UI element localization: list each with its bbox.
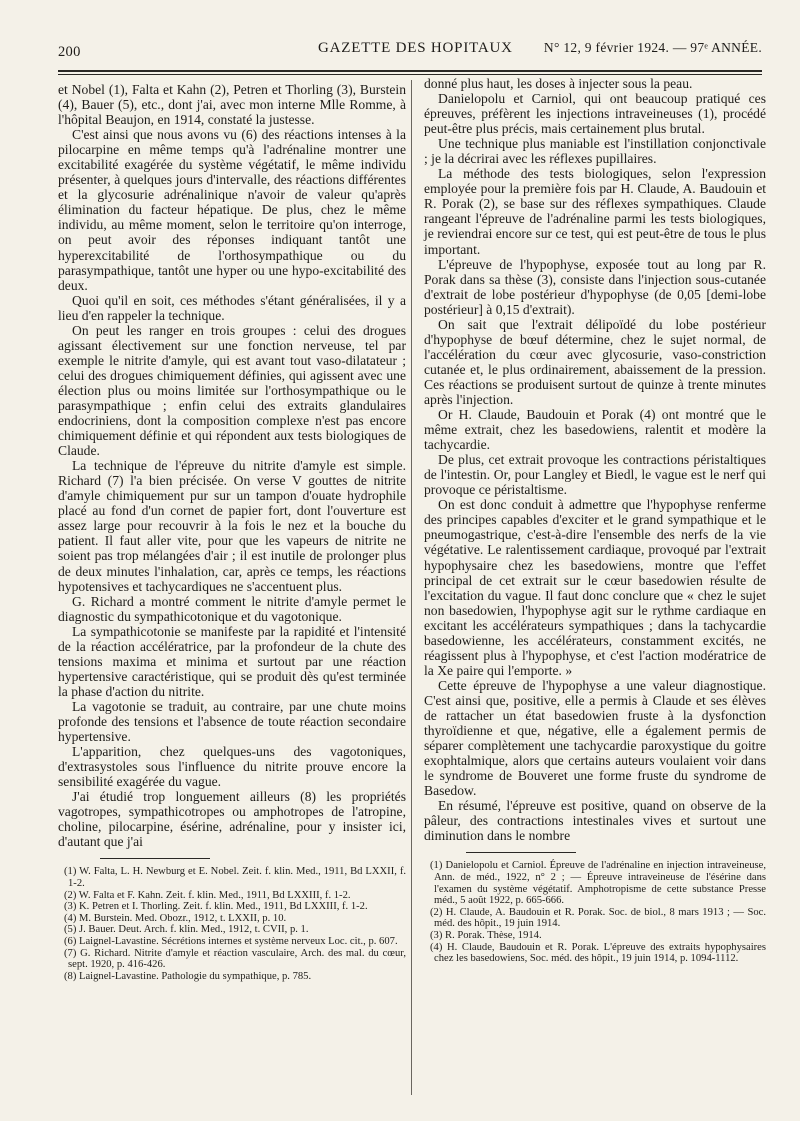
footnote-rule	[466, 852, 576, 853]
body-paragraph: La sympathicotonie se manifeste par la rapidité et l'intensité de la réaction accélératrice, par la profondeur de la chute des tensions maxima et minima et surtout par une réaction hypertensive caractéristique, qui se produit dès qu'est terminée la phase d'action du nitrite.	[58, 623, 406, 699]
right-column	[424, 76, 766, 965]
header-rule-thick	[58, 70, 762, 72]
body-paragraph: Quoi qu'il en soit, ces méthodes s'étant généralisées, il y a lieu d'en rappeler la technique.	[58, 292, 406, 323]
issue-info: N° 12, 9 février 1924. — 97ᵉ ANNÉE.	[543, 40, 762, 55]
body-paragraph: C'est ainsi que nous avons vu (6) des réactions intenses à la pilocarpine en même temps qu'à l'adrénaline montrer une excitabilité exagérée du système végétatif, le même individu présenter, à quelques jours d'intervalle, des réactions différentes et la glycosurie adrénalinique n'avoir de valeur qu'après élimination du facteur hépatique. De plus, chez le même individu, au même moment, selon le territoire qu'on interroge, on peut avoir des réponses indiquant tantôt une hyperexcitabilité de l'orthosympathique ou du parasympathique, tantôt une hyper ou une hypo-excitabilité des deux.	[58, 127, 406, 293]
body-paragraph: On peut les ranger en trois groupes : celui des drogues agissant électivement sur une fonction nerveuse, tel par exemple le nitrite d'amyle, qui est avant tout vaso-dilatateur ; celui des drogues chimiquement définies, qui agissent avec une élection plus ou moins limitée sur l'orthosympathique ou le parasympathique ; enfin celui des extraits glandulaires endocriniens, dont la composition complexe n'est pas encore chimiquement définie et qui répondent aux tests biologiques de Claude.	[58, 322, 406, 459]
body-paragraph: De plus, cet extrait provoque les contractions péristaltiques de l'intestin. Or, pour Langley et Biedl, le vague est le nerf qui provoque ce péristaltisme.	[424, 452, 766, 498]
body-paragraph: L'apparition, chez quelques-uns des vagotoniques, d'extrasystoles sous l'influence du nitrite prouve encore la sensibilité exagérée du vague.	[58, 744, 406, 790]
body-paragraph: Cette épreuve de l'hypophyse a une valeur diagnostique. C'est ainsi que, positive, elle a permis à Claude et ses élèves de rattacher un état basedowien fruste à la dysfonction thyroïdienne et que, négative, elle a également permis de séparer complètement une tachycardie paroxystique du goitre exophtalmique, alors que certains auteurs voulaient voir dans le syndrome de Bouveret une forme fruste du syndrome de Basedow.	[424, 677, 766, 799]
footnote: (3) K. Petren et I. Thorling. Zeit. f. klin. Med., 1911, Bd LXXIII, f. 1-2.	[64, 901, 368, 913]
body-paragraph: Danielopolu et Carniol, qui ont beaucoup pratiqué ces épreuves, préfèrent les injections intraveineuses (1), procédé peut-être plus précis, mais certainement plus brutal.	[424, 91, 766, 137]
footnote-rule	[100, 858, 210, 859]
column-divider	[411, 80, 412, 1095]
footnote: (7) G. Richard. Nitrite d'amyle et réaction vasculaire, Arch. des mal. du cœur, sept. 1920, p. 416-426.	[64, 947, 406, 971]
body-paragraph: J'ai étudié trop longuement ailleurs (8) les propriétés vagotropes, sympathicotropes ou amphotropes de l'atropine, choline, pilocarpine, ésérine, adrénaline, pour y insister ici, d'autant que j'ai	[58, 789, 406, 850]
body-paragraph: et Nobel (1), Falta et Kahn (2), Petren et Thorling (3), Burstein (4), Bauer (5), etc., dont j'ai, avec mon interne Mlle Romme, à l'hôpital Beaujon, en 1914, constaté la justesse.	[58, 82, 406, 128]
footnotes-left	[58, 866, 406, 982]
footnote: (4) M. Burstein. Med. Obozr., 1912, t. LXXII, p. 10.	[64, 912, 287, 924]
footnote: (8) Laignel-Lavastine. Pathologie du sympathique, p. 785.	[64, 970, 312, 982]
footnote: (4) H. Claude, Baudouin et R. Porak. L'épreuve des extraits hypophysaires chez les basedowiens, Soc. méd. des hôpit., 19 juin 1914, p. 1094-1112.	[430, 941, 766, 965]
body-paragraph: On sait que l'extrait délipoïdé du lobe postérieur d'hypophyse de bœuf détermine, chez le sujet normal, de l'accélération du cœur avec glycosurie, vaso-constriction cutanée et, le plus ordinairement, abaissement de la pression. Ces réactions se produisent surtout de quinze à trente minutes après l'injection.	[424, 316, 766, 407]
footnote: (3) R. Porak. Thèse, 1914.	[430, 929, 542, 941]
header-rule-thin	[58, 74, 762, 75]
body-paragraph: Or H. Claude, Baudouin et Porak (4) ont montré que le même extrait, chez les basedowiens, ralentit et modère la tachycardie.	[424, 407, 766, 453]
journal-title: GAZETTE DES HOPITAUX	[318, 40, 513, 56]
body-paragraph: G. Richard a montré comment le nitrite d'amyle permet le diagnostic du sympathicotonique et du vagotonique.	[58, 593, 406, 624]
page-number: 200	[58, 44, 81, 60]
body-paragraph: En résumé, l'épreuve est positive, quand on observe de la pâleur, des contractions intestinales vives et surtout une diminution dans le nombre	[424, 798, 766, 844]
running-header	[58, 34, 762, 62]
body-paragraph: La méthode des tests biologiques, selon l'expression employée pour la première fois par H. Claude, A. Baudouin et R. Porak (2), se base sur des réflexes sympathiques. Claude rangeant l'épreuve de l'adrénaline parmi les tests biologiques, je reviendrai encore sur ce test, qui est peut-être de tous le plus important.	[424, 166, 766, 257]
body-paragraph: donné plus haut, les doses à injecter sous la peau.	[424, 76, 693, 91]
body-paragraph: Une technique plus maniable est l'instillation conjonctivale ; je la décrirai avec les réflexes pupillaires.	[424, 136, 766, 167]
footnote: (1) Danielopolu et Carniol. Épreuve de l'adrénaline en injection intraveineuse, Ann. de méd., 1922, n° 2 ; — Épreuve intraveineuse de l'ésérine dans l'examen du système végétatif. Amphotropisme de cette substance Presse méd., 5 août 1922, p. 665-666.	[430, 860, 766, 907]
body-paragraph: La technique de l'épreuve du nitrite d'amyle est simple. Richard (7) l'a bien précisée. On verse V gouttes de nitrite d'amyle chimiquement pur sur un tampon d'ouate hydrophile placé au fond d'un cornet de papier fort, dont l'ouverture est assez large pour recouvrir à la fois le nez et la bouche du patient. Il faut aller vite, pour que les vapeurs de nitrite ne soient pas trop mélangées d'air ; il est inutile de prolonger plus de deux minutes l'inhalation, car, après ce temps, les réactions hypotensives et tachycardiques ne s'accentuent plus.	[58, 458, 406, 594]
footnote: (6) Laignel-Lavastine. Sécrétions internes et système nerveux Loc. cit., p. 607.	[64, 935, 398, 947]
footnote: (5) J. Bauer. Deut. Arch. f. klin. Med., 1912, t. CVII, p. 1.	[64, 924, 309, 936]
body-paragraph: La vagotonie se traduit, au contraire, par une chute moins profonde des tensions et l'absence de toute réaction secondaire hypertensive.	[58, 698, 406, 745]
left-column	[58, 82, 406, 982]
footnote: (2) W. Falta et F. Kahn. Zeit. f. klin. Med., 1911, Bd LXXIII, f. 1-2.	[64, 889, 351, 901]
body-paragraph: L'épreuve de l'hypophyse, exposée tout au long par R. Porak dans sa thèse (3), consiste dans l'injection sous-cutanée d'extrait de lobe postérieur d'hypophyse (de 0,05 [demi-lobe postérieur] à 0,15 d'extrait).	[424, 256, 766, 317]
footnote: (2) H. Claude, A. Baudouin et R. Porak. Soc. de biol., 8 mars 1913 ; — Soc. méd. des hôpit., 19 juin 1914.	[430, 906, 766, 930]
footnotes-right	[424, 860, 766, 964]
body-paragraph: On est donc conduit à admettre que l'hypophyse renferme des principes capables d'exciter et le grand sympathique et le pneumogastrique, c'est-à-dire l'ensemble des nerfs de la vie végétative. Le ralentissement cardiaque, provoqué par l'extrait hypophysaire chez les basedowiens, montre que l'effet principal de cet extrait sur le cœur basedowien résulte de l'excitation du vague. Il faut donc conclure que « chez le sujet non basedowien, l'hypophyse agit sur le rythme cardiaque en excitant les accélérateurs sympathiques ; dans la tachycardie basedowienne, les accélérateurs, constamment excités, ne réagissent plus à l'hypophyse, et c'est l'action modératrice de la Xe paire qui l'emporte. »	[424, 497, 766, 678]
footnote: (1) W. Falta, L. H. Newburg et E. Nobel. Zeit. f. klin. Med., 1911, Bd LXXII, f. 1-2.	[64, 866, 406, 889]
